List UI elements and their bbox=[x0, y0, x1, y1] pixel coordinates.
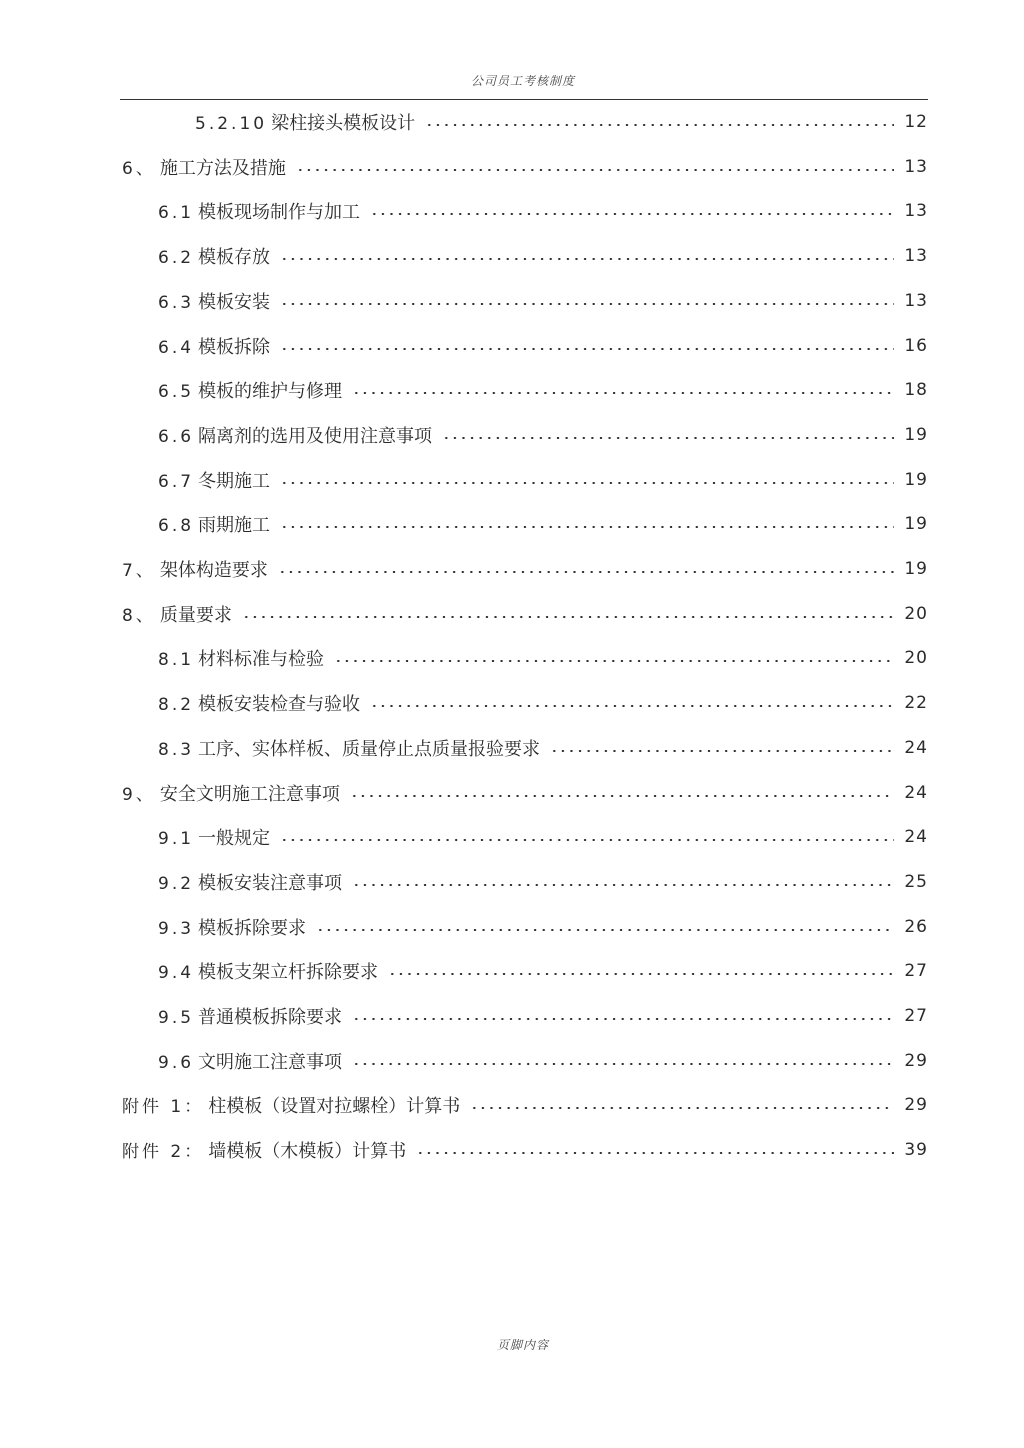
toc-entry-label bbox=[122, 1092, 466, 1118]
toc-entry-number: 9.4 bbox=[158, 963, 195, 984]
toc-entry[interactable] bbox=[0, 193, 1024, 229]
toc-entry-page-number: 24 bbox=[904, 827, 928, 848]
toc-entry[interactable] bbox=[0, 998, 1024, 1034]
toc-entry-page-number: 25 bbox=[904, 871, 928, 892]
toc-entry-page-number: 13 bbox=[904, 246, 928, 267]
toc-entry-number: 6.5 bbox=[158, 382, 195, 403]
toc-entry[interactable] bbox=[0, 685, 1024, 721]
toc-entry-label bbox=[158, 690, 366, 716]
toc-entry-title: 墙模板（木模板）计算书 bbox=[208, 1141, 407, 1163]
toc-dot-leader bbox=[280, 482, 894, 484]
toc-entry-page-number: 29 bbox=[904, 1050, 928, 1071]
toc-entry-title: 隔离剂的选用及使用注意事项 bbox=[198, 425, 433, 447]
toc-entry-label bbox=[158, 1003, 348, 1029]
toc-entry-number: 5.2.10 bbox=[195, 114, 268, 134]
toc-entry-number: 9.6 bbox=[158, 1052, 195, 1073]
toc-entry-label bbox=[122, 154, 292, 180]
toc-entry-title: 雨期施工 bbox=[198, 515, 271, 537]
toc-dot-leader bbox=[352, 1018, 894, 1020]
toc-entry-label bbox=[158, 333, 276, 359]
toc-entry-page-number: 19 bbox=[904, 559, 928, 579]
toc-entry[interactable] bbox=[0, 730, 1024, 766]
toc-entry-page-number: 22 bbox=[904, 693, 928, 714]
toc-dot-leader bbox=[352, 884, 894, 886]
toc-entry[interactable] bbox=[0, 1043, 1024, 1079]
toc-entry-title: 质量要求 bbox=[159, 604, 232, 626]
toc-entry-page-number: 19 bbox=[904, 469, 928, 490]
toc-entry-label bbox=[122, 601, 238, 627]
toc-entry-number: 6.4 bbox=[158, 337, 195, 358]
toc-entry-title: 模板拆除要求 bbox=[198, 917, 307, 939]
toc-entry[interactable] bbox=[0, 328, 1024, 364]
toc-entry[interactable] bbox=[0, 953, 1024, 989]
toc-entry-page-number: 29 bbox=[904, 1095, 928, 1116]
toc-entry-page-number: 26 bbox=[904, 916, 928, 937]
toc-entry-number: 附件 2： bbox=[122, 1142, 205, 1163]
toc-entry[interactable] bbox=[0, 1087, 1024, 1123]
toc-entry-title: 冬期施工 bbox=[198, 470, 271, 492]
toc-entry-label bbox=[158, 288, 276, 314]
toc-entry-number: 6、 bbox=[122, 158, 156, 179]
toc-entry-page-number: 39 bbox=[904, 1140, 928, 1161]
toc-entry-page-number: 13 bbox=[904, 156, 928, 177]
toc-entry-number: 附件 1： bbox=[122, 1097, 205, 1118]
toc-entry-title: 模板现场制作与加工 bbox=[198, 202, 361, 224]
toc-dot-leader bbox=[316, 929, 894, 931]
toc-entry-page-number: 12 bbox=[904, 112, 928, 132]
page-footer: 页脚内容 bbox=[496, 1338, 549, 1352]
toc-entry-number: 8.1 bbox=[158, 650, 195, 671]
toc-entry-number: 9.5 bbox=[158, 1008, 195, 1028]
toc-dot-leader bbox=[416, 1152, 894, 1154]
toc-dot-leader bbox=[280, 526, 894, 528]
toc-dot-leader bbox=[550, 750, 894, 752]
toc-entry-page-number: 24 bbox=[904, 782, 928, 803]
toc-entry[interactable] bbox=[0, 238, 1024, 274]
toc-entry-label bbox=[122, 780, 346, 806]
toc-entry[interactable] bbox=[0, 149, 1024, 185]
toc-entry-page-number: 24 bbox=[904, 737, 928, 758]
toc-entry-number: 7、 bbox=[122, 561, 156, 581]
toc-entry-label bbox=[158, 422, 438, 448]
toc-entry-label bbox=[158, 869, 348, 895]
toc-entry[interactable] bbox=[0, 506, 1024, 542]
toc-entry[interactable] bbox=[0, 864, 1024, 900]
toc-entry-number: 9.3 bbox=[158, 918, 195, 939]
toc-entry-title: 文明施工注意事项 bbox=[198, 1051, 343, 1073]
toc-entry-number: 6.3 bbox=[158, 292, 195, 313]
toc-dot-leader bbox=[296, 169, 894, 171]
toc-dot-leader bbox=[242, 616, 894, 618]
toc-dot-leader bbox=[280, 839, 894, 841]
toc-entry-title: 架体构造要求 bbox=[159, 560, 268, 581]
toc-entry-title: 工序、实体样板、质量停止点质量报验要求 bbox=[198, 738, 541, 760]
toc-entry-number: 8.2 bbox=[158, 695, 195, 716]
toc-entry-page-number: 16 bbox=[904, 335, 928, 356]
toc-entry-number: 6.2 bbox=[158, 248, 195, 269]
toc-entry-label bbox=[158, 914, 312, 940]
toc-entry-number: 9.2 bbox=[158, 873, 195, 894]
toc-entry[interactable] bbox=[0, 596, 1024, 632]
toc-entry[interactable] bbox=[0, 775, 1024, 811]
toc-entry[interactable] bbox=[0, 372, 1024, 408]
toc-dot-leader bbox=[350, 795, 894, 797]
page-header: 公司员工考核制度 bbox=[470, 74, 575, 88]
toc-dot-leader bbox=[280, 303, 894, 305]
toc-entry-page-number: 27 bbox=[904, 1006, 928, 1026]
toc-entry-label bbox=[158, 735, 546, 761]
toc-entry-title: 模板安装注意事项 bbox=[198, 872, 343, 894]
toc-entry-title: 安全文明施工注意事项 bbox=[159, 783, 340, 805]
toc-entry-page-number: 18 bbox=[904, 380, 928, 401]
toc-entry-page-number: 20 bbox=[904, 648, 928, 669]
toc-entry-title: 普通模板拆除要求 bbox=[198, 1007, 343, 1028]
toc-entry-label bbox=[158, 243, 276, 269]
toc-entry-number: 8.3 bbox=[158, 739, 195, 760]
toc-dot-leader bbox=[370, 213, 894, 215]
toc-entry-title: 柱模板（设置对拉螺栓）计算书 bbox=[208, 1096, 461, 1118]
toc-entry-number: 8、 bbox=[122, 605, 156, 626]
toc-entry-title: 模板存放 bbox=[198, 247, 271, 269]
toc-dot-leader bbox=[278, 571, 894, 573]
toc-entry-page-number: 20 bbox=[904, 603, 928, 624]
toc-entry[interactable] bbox=[0, 640, 1024, 676]
toc-entry-label bbox=[158, 377, 348, 403]
toc-entry-label bbox=[195, 109, 421, 135]
toc-entry-title: 模板的维护与修理 bbox=[198, 381, 343, 403]
toc-entry-label bbox=[158, 198, 366, 224]
toc-dot-leader bbox=[352, 1063, 894, 1065]
toc-dot-leader bbox=[280, 258, 894, 260]
toc-entry-label bbox=[158, 1048, 348, 1074]
toc-entry-title: 一般规定 bbox=[198, 828, 271, 850]
toc-entry-title: 模板安装检查与验收 bbox=[198, 694, 361, 716]
toc-entry-page-number: 19 bbox=[904, 514, 928, 535]
toc-entry-number: 9、 bbox=[122, 784, 156, 805]
toc-entry-label bbox=[158, 511, 276, 537]
toc-entry-page-number: 13 bbox=[904, 290, 928, 311]
toc-entry-title: 施工方法及措施 bbox=[159, 157, 286, 179]
toc-dot-leader bbox=[425, 124, 894, 126]
toc-entry-title: 模板支架立杆拆除要求 bbox=[198, 962, 379, 984]
toc-dot-leader bbox=[280, 348, 894, 350]
toc-entry[interactable] bbox=[0, 819, 1024, 855]
toc-entry-number: 9.1 bbox=[158, 829, 195, 850]
toc-entry[interactable] bbox=[0, 104, 1024, 140]
toc-entry[interactable] bbox=[0, 283, 1024, 319]
toc-entry-title: 模板安装 bbox=[198, 291, 271, 313]
toc-entry-number: 6.7 bbox=[158, 471, 195, 492]
toc-entry-label bbox=[158, 645, 330, 671]
toc-dot-leader bbox=[388, 973, 894, 975]
toc-entry-number: 6.6 bbox=[158, 426, 195, 447]
toc-entry-page-number: 27 bbox=[904, 961, 928, 982]
toc-entry-page-number: 13 bbox=[904, 201, 928, 222]
toc-entry-number: 6.8 bbox=[158, 516, 195, 537]
toc-dot-leader bbox=[352, 392, 894, 394]
toc-entry-label bbox=[122, 556, 274, 582]
toc-entry-page-number: 19 bbox=[904, 424, 928, 445]
toc-entry[interactable] bbox=[0, 551, 1024, 587]
toc-entry-label bbox=[122, 1137, 412, 1163]
toc-entry-title: 梁柱接头模板设计 bbox=[271, 113, 416, 134]
toc-dot-leader bbox=[442, 437, 894, 439]
toc-dot-leader bbox=[470, 1107, 894, 1109]
toc-entry-label bbox=[158, 824, 276, 850]
toc-entry-number: 6.1 bbox=[158, 203, 195, 224]
toc-entry[interactable] bbox=[0, 1132, 1024, 1168]
toc-entry[interactable] bbox=[0, 909, 1024, 945]
toc-entry-title: 材料标准与检验 bbox=[198, 649, 325, 671]
toc-dot-leader bbox=[370, 705, 894, 707]
header-divider bbox=[120, 99, 928, 100]
toc-entry-label bbox=[158, 958, 384, 984]
toc-entry-title: 模板拆除 bbox=[198, 336, 271, 358]
toc-entry[interactable] bbox=[0, 462, 1024, 498]
toc-entry[interactable] bbox=[0, 417, 1024, 453]
toc-entry-label bbox=[158, 467, 276, 493]
toc-dot-leader bbox=[334, 660, 894, 662]
